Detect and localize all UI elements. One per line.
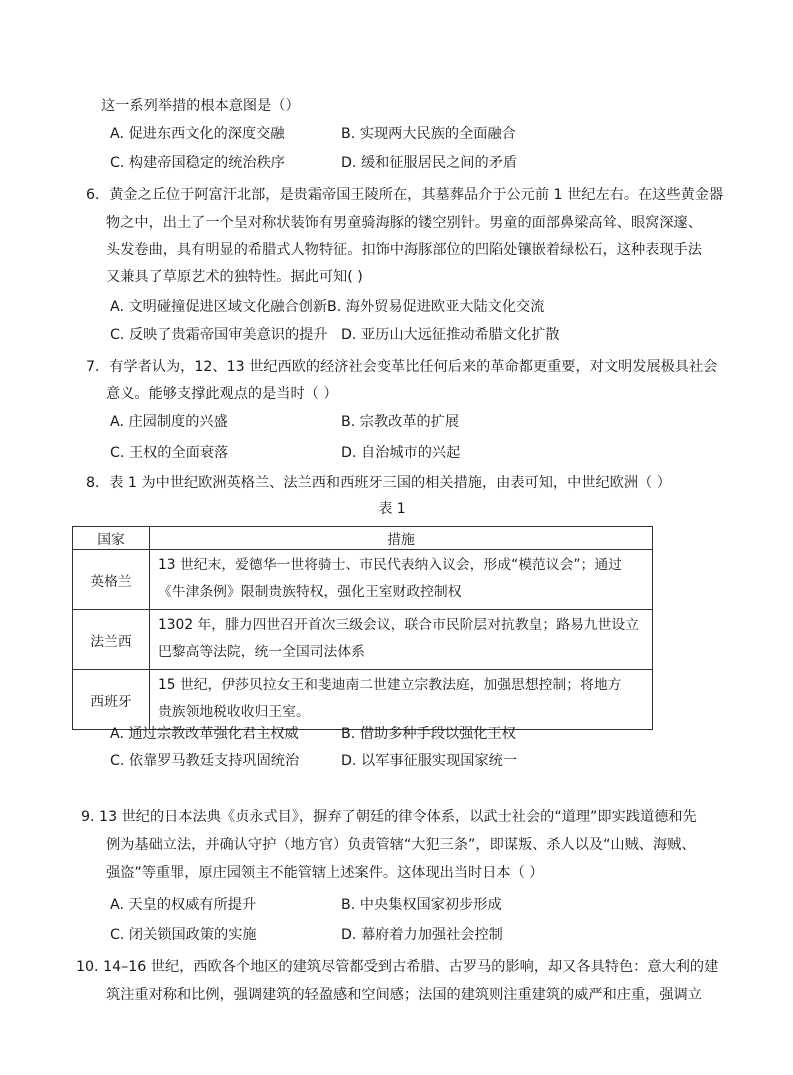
q9-option-b: B. 中央集权国家初步形成 bbox=[341, 897, 502, 913]
q7-option-c: C. 王权的全面衰落 bbox=[110, 445, 229, 461]
measures-table bbox=[72, 526, 653, 730]
q8-stem: 8．表 1 为中世纪欧洲英格兰、法兰西和西班牙三国的相关措施，由表可知，中世纪欧洲（ ） bbox=[86, 475, 671, 491]
q8-option-c: C. 依靠罗马教廷支持巩固统治 bbox=[110, 753, 300, 769]
q6-stem-line: 6．黄金之丘位于阿富汗北部，是贵霜帝国王陵所在，其墓葬品介于公元前 1 世纪左右。在这些黄金器 bbox=[86, 187, 724, 203]
table-cell-measure bbox=[150, 610, 653, 670]
table-row bbox=[73, 610, 653, 670]
q8-option-a: A. 通过宗教改革强化君主权威 bbox=[110, 726, 299, 742]
q9-option-c: C. 闭关锁国政策的实施 bbox=[110, 927, 257, 943]
table-row bbox=[73, 550, 653, 610]
measure-line: 13 世纪末，爱德华一世将骑士、市民代表纳入议会，形成“模范议会”；通过 bbox=[158, 557, 622, 573]
q8-option-d: D. 以军事征服实现国家统一 bbox=[341, 753, 518, 769]
measure-line: 巴黎高等法院，统一全国司法体系 bbox=[158, 644, 365, 660]
table-cell-measure bbox=[150, 550, 653, 610]
q5-option-a: A. 促进东西文化的深度交融 bbox=[110, 126, 285, 142]
table-cell-country: 西班牙 bbox=[73, 670, 150, 730]
table-cell-country: 法兰西 bbox=[73, 610, 150, 670]
table-header-country: 国家 bbox=[73, 527, 150, 550]
q6-stem-line: 又兼具了草原艺术的独特性。据此可知( ) bbox=[106, 269, 363, 285]
measure-line: 《牛津条例》限制贵族特权，强化王室财政控制权 bbox=[158, 584, 462, 600]
q6-stem-line: 头发卷曲，具有明显的希腊式人物特征。扣饰中海豚部位的凹陷处镶嵌着绿松石，这种表现手法 bbox=[106, 242, 702, 258]
table-header-measures: 措施 bbox=[150, 527, 653, 550]
q9-stem-line: 强盗”等重罪，原庄园领主不能管辖上述案件。这体现出当时日本（ ） bbox=[106, 865, 544, 881]
q5-option-b: B. 实现两大民族的全面融合 bbox=[341, 126, 516, 142]
measure-line: 贵族领地税收收归王室。 bbox=[158, 704, 310, 720]
q5-option-d: D. 缓和征服居民之间的矛盾 bbox=[341, 155, 518, 171]
table-caption: 表 1 bbox=[378, 501, 406, 517]
q9-option-a: A. 天皇的权威有所提升 bbox=[110, 897, 257, 913]
table-cell-country: 英格兰 bbox=[73, 550, 150, 610]
q9-stem-line: 9. 13 世纪的日本法典《贞永式目》，摒弃了朝廷的律令体系，以武士社会的“道理”即实践道德和先 bbox=[81, 809, 697, 825]
q10-stem-line: 筑注重对称和比例，强调建筑的轻盈感和空间感；法国的建筑则注重建筑的威严和庄重，强调立 bbox=[106, 987, 702, 1003]
q6-option-b: B. 海外贸易促进欧亚大陆文化交流 bbox=[327, 299, 545, 315]
q7-option-a: A. 庄园制度的兴盛 bbox=[110, 414, 228, 430]
measure-line: 15 世纪，伊莎贝拉女王和斐迪南二世建立宗教法庭，加强思想控制；将地方 bbox=[158, 677, 622, 693]
q9-option-d: D. 幕府着力加强社会控制 bbox=[341, 927, 503, 943]
q7-option-d: D. 自治城市的兴起 bbox=[341, 445, 461, 461]
q6-option-c: C. 反映了贵霜帝国审美意识的提升 bbox=[110, 327, 328, 343]
q6-option-d: D. 亚历山大远征推动希腊文化扩散 bbox=[341, 327, 560, 343]
q10-stem-line: 10. 14–16 世纪，西欧各个地区的建筑尽管都受到古希腊、古罗马的影响，却又各具特色：意大利的建 bbox=[76, 959, 719, 975]
q7-stem-line: 意义。能够支撑此观点的是当时（ ） bbox=[106, 386, 338, 402]
q7-stem-line: 7．有学者认为，12、13 世纪西欧的经济社会变革比任何后来的革命都更重要，对文明发展极具社会 bbox=[86, 359, 718, 375]
table-row bbox=[73, 670, 653, 730]
measure-line: 1302 年，腓力四世召开首次三级会议，联合市民阶层对抗教皇；路易九世设立 bbox=[158, 617, 639, 633]
question-5-stem: 这一系列举措的根本意图是（） bbox=[101, 98, 300, 114]
q8-option-b: B. 借助多种手段以强化王权 bbox=[341, 726, 516, 742]
q7-option-b: B. 宗教改革的扩展 bbox=[341, 414, 460, 430]
table-header-row bbox=[73, 527, 653, 550]
q6-option-a: A. 文明碰撞促进区域文化融合创新 bbox=[110, 299, 328, 315]
q9-stem-line: 例为基础立法，并确认守护（地方官）负责管辖“大犯三条”，即谋叛、杀人以及“山贼、海贼、 bbox=[106, 837, 696, 853]
table-cell-measure bbox=[150, 670, 653, 730]
q5-option-c: C. 构建帝国稳定的统治秩序 bbox=[110, 155, 285, 171]
q6-stem-line: 物之中，出土了一个呈对称状装饰有男童骑海豚的镂空别针。男童的面部鼻梁高耸、眼窝深邃、 bbox=[106, 215, 702, 231]
